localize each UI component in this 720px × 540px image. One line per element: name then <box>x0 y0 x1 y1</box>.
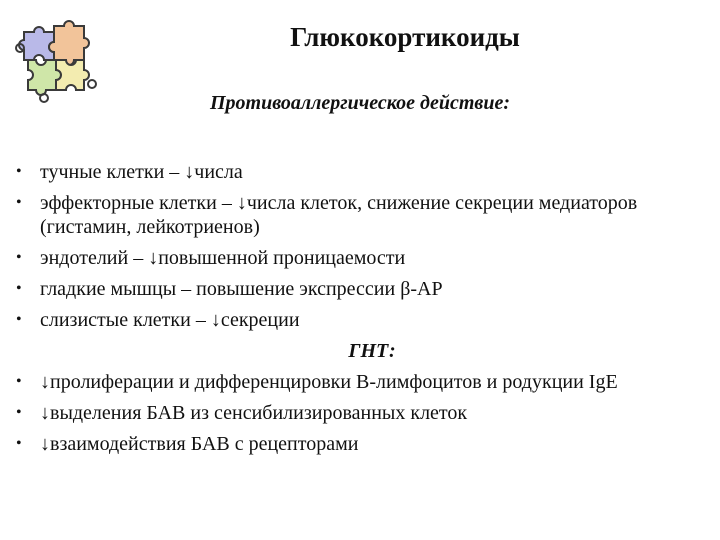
page-subtitle: Противоаллергическое действие: <box>209 92 510 114</box>
list-item-text: ↓пролиферации и дифференцировки В-лимфоцитов и родукции IgE <box>40 371 618 393</box>
effects-list <box>14 160 704 463</box>
section-heading-ght: ГНТ: <box>348 340 396 362</box>
list-item <box>14 160 704 184</box>
list-item-text: эффекторные клетки – ↓числа клеток, снижение секреции медиаторов (гистамин, лейкотриенов) <box>40 192 638 238</box>
list-item-text: ↓взаимодействия БАВ с рецепторами <box>40 433 359 455</box>
list-item <box>14 246 704 270</box>
bullet: • <box>16 249 22 266</box>
list-item-text: гладкие мышцы – повышение экспрессии β-АР <box>40 278 443 300</box>
bullet: • <box>16 404 22 421</box>
bullet: • <box>16 194 22 211</box>
puzzle-piece-orange <box>49 21 89 65</box>
bullet: • <box>16 280 22 297</box>
list-item <box>14 191 704 239</box>
puzzle-piece-lavender <box>19 27 54 60</box>
bullet: • <box>16 311 22 328</box>
list-item-text: ↓выделения БАВ из сенсибилизированных клеток <box>40 402 468 424</box>
list-item-text: слизистые клетки – ↓секреции <box>40 309 300 331</box>
bullet: • <box>16 163 22 180</box>
puzzle-piece-yellow <box>56 60 89 90</box>
puzzle-icon <box>14 12 98 104</box>
bullet: • <box>16 373 22 390</box>
page-title: Глюкокортикоиды <box>290 22 520 52</box>
list-item <box>14 432 704 456</box>
list-item <box>14 277 704 301</box>
list-item <box>14 401 704 425</box>
list-item <box>14 370 704 394</box>
bullet: • <box>16 435 22 452</box>
list-item-text: эндотелий – ↓повышенной проницаемости <box>40 247 406 269</box>
list-item <box>14 308 704 332</box>
puzzle-loop <box>88 80 96 88</box>
list-item-text: тучные клетки – ↓числа <box>40 161 243 183</box>
